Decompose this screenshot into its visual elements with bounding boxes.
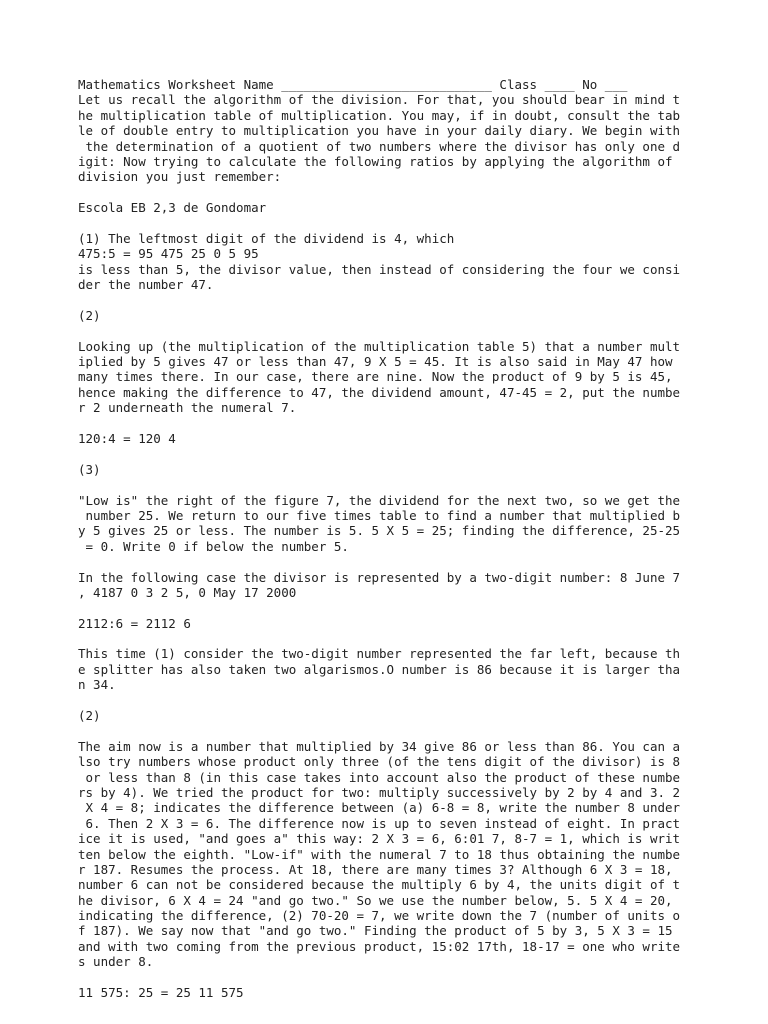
blank-line bbox=[78, 323, 758, 338]
text-line: r 187. Resumes the process. At 18, there are many times 3? Although 6 X 3 = 18, bbox=[78, 861, 673, 877]
blank-line bbox=[78, 477, 758, 492]
text-line: indicating the difference, (2) 70-20 = 7, we write down the 7 (number of units o bbox=[78, 908, 681, 924]
text-line: (3) bbox=[78, 461, 101, 477]
blank-line bbox=[78, 554, 758, 569]
text-line: 6. Then 2 X 3 = 6. The difference now is up to seven instead of eight. In pract bbox=[78, 815, 681, 831]
text-line: n 34. bbox=[78, 677, 116, 693]
text-line: e splitter has also taken two algarismos.O number is 86 because it is larger tha bbox=[78, 661, 681, 677]
text-line: igit: Now trying to calculate the following ratios by applying the algorithm of bbox=[78, 153, 673, 169]
text-line: Let us recall the algorithm of the division. For that, you should bear in mind t bbox=[78, 92, 681, 108]
text-line: number 6 can not be considered because the multiply 6 by 4, the units digit of t bbox=[78, 877, 681, 893]
text-line: , 4187 0 3 2 5, 0 May 17 2000 bbox=[78, 584, 297, 600]
blank-line bbox=[78, 970, 758, 985]
text-line: f 187). We say now that "and go two." Finding the product of 5 by 3, 5 X 3 = 15 bbox=[78, 923, 673, 939]
text-line: 11 575: 25 = 25 11 575 bbox=[78, 985, 244, 1001]
text-line: Looking up (the multiplication of the multiplication table 5) that a number mult bbox=[78, 338, 681, 354]
text-line: This time (1) consider the two-digit number represented the far left, because th bbox=[78, 646, 681, 662]
text-line: r 2 underneath the numeral 7. bbox=[78, 400, 297, 416]
text-line: le of double entry to multiplication you have in your daily diary. We begin with bbox=[78, 123, 681, 139]
text-line: and with two coming from the previous product, 15:02 17th, 18-17 = one who write bbox=[78, 938, 681, 954]
text-line: The aim now is a number that multiplied by 34 give 86 or less than 86. You can a bbox=[78, 738, 681, 754]
text-line: the determination of a quotient of two numbers where the divisor has only one d bbox=[78, 138, 681, 154]
text-line: he multiplication table of multiplication. You may, if in doubt, consult the tab bbox=[78, 107, 681, 123]
text-line: he divisor, 6 X 4 = 24 "and go two." So we use the number below, 5. 5 X 4 = 20, bbox=[78, 892, 673, 908]
text-line: division you just remember: bbox=[78, 169, 282, 185]
text-line: "Low is" the right of the figure 7, the dividend for the next two, so we get the bbox=[78, 492, 681, 508]
blank-line bbox=[78, 216, 758, 231]
blank-line bbox=[78, 446, 758, 461]
text-line: 475:5 = 95 475 25 0 5 95 bbox=[78, 246, 259, 262]
text-line: y 5 gives 25 or less. The number is 5. 5 X 5 = 25; finding the difference, 25-25 bbox=[78, 523, 681, 539]
text-line: is less than 5, the divisor value, then instead of considering the four we consi bbox=[78, 261, 681, 277]
blank-line bbox=[78, 292, 758, 307]
text-line: rs by 4). We tried the product for two: multiply successively by 2 by 4 and 3. 2 bbox=[78, 784, 681, 800]
text-line: Escola EB 2,3 de Gondomar bbox=[78, 200, 267, 216]
text-line: (2) bbox=[78, 708, 101, 724]
text-line: s under 8. bbox=[78, 954, 154, 970]
blank-line bbox=[78, 185, 758, 200]
text-line: ten below the eighth. "Low-if" with the numeral 7 to 18 thus obtaining the numbe bbox=[78, 846, 681, 862]
text-line: In the following case the divisor is represented by a two-digit number: 8 June 7 bbox=[78, 569, 681, 585]
text-line: or less than 8 (in this case takes into account also the product of these numbe bbox=[78, 769, 681, 785]
text-line: 120:4 = 120 4 bbox=[78, 430, 176, 446]
text-line: hence making the difference to 47, the dividend amount, 47-45 = 2, put the numbe bbox=[78, 384, 681, 400]
text-line: Mathematics Worksheet Name ____________________________ Class ____ No ___ bbox=[78, 77, 628, 92]
text-line: 2112:6 = 2112 6 bbox=[78, 615, 191, 631]
blank-line bbox=[78, 631, 758, 646]
text-line: = 0. Write 0 if below the number 5. bbox=[78, 538, 349, 554]
text-line: many times there. In our case, there are nine. Now the product of 9 by 5 is 45, bbox=[78, 369, 673, 385]
text-line: (2) bbox=[78, 307, 101, 323]
text-line: number 25. We return to our five times table to find a number that multiplied b bbox=[78, 507, 681, 523]
worksheet-text bbox=[78, 77, 758, 1000]
text-line: der the number 47. bbox=[78, 277, 214, 293]
text-line: (1) The leftmost digit of the dividend is 4, which bbox=[78, 230, 455, 246]
blank-line bbox=[78, 600, 758, 615]
text-line: ice it is used, "and goes a" this way: 2 X 3 = 6, 6:01 7, 8-7 = 1, which is writ bbox=[78, 831, 681, 847]
text-line: iplied by 5 gives 47 or less than 47, 9 X 5 = 45. It is also said in May 47 how bbox=[78, 354, 673, 370]
text-line: X 4 = 8; indicates the difference between (a) 6-8 = 8, write the number 8 under bbox=[78, 800, 681, 816]
text-line: lso try numbers whose product only three (of the tens digit of the divisor) is 8 bbox=[78, 754, 681, 770]
blank-line bbox=[78, 723, 758, 738]
blank-line bbox=[78, 416, 758, 431]
blank-line bbox=[78, 693, 758, 708]
